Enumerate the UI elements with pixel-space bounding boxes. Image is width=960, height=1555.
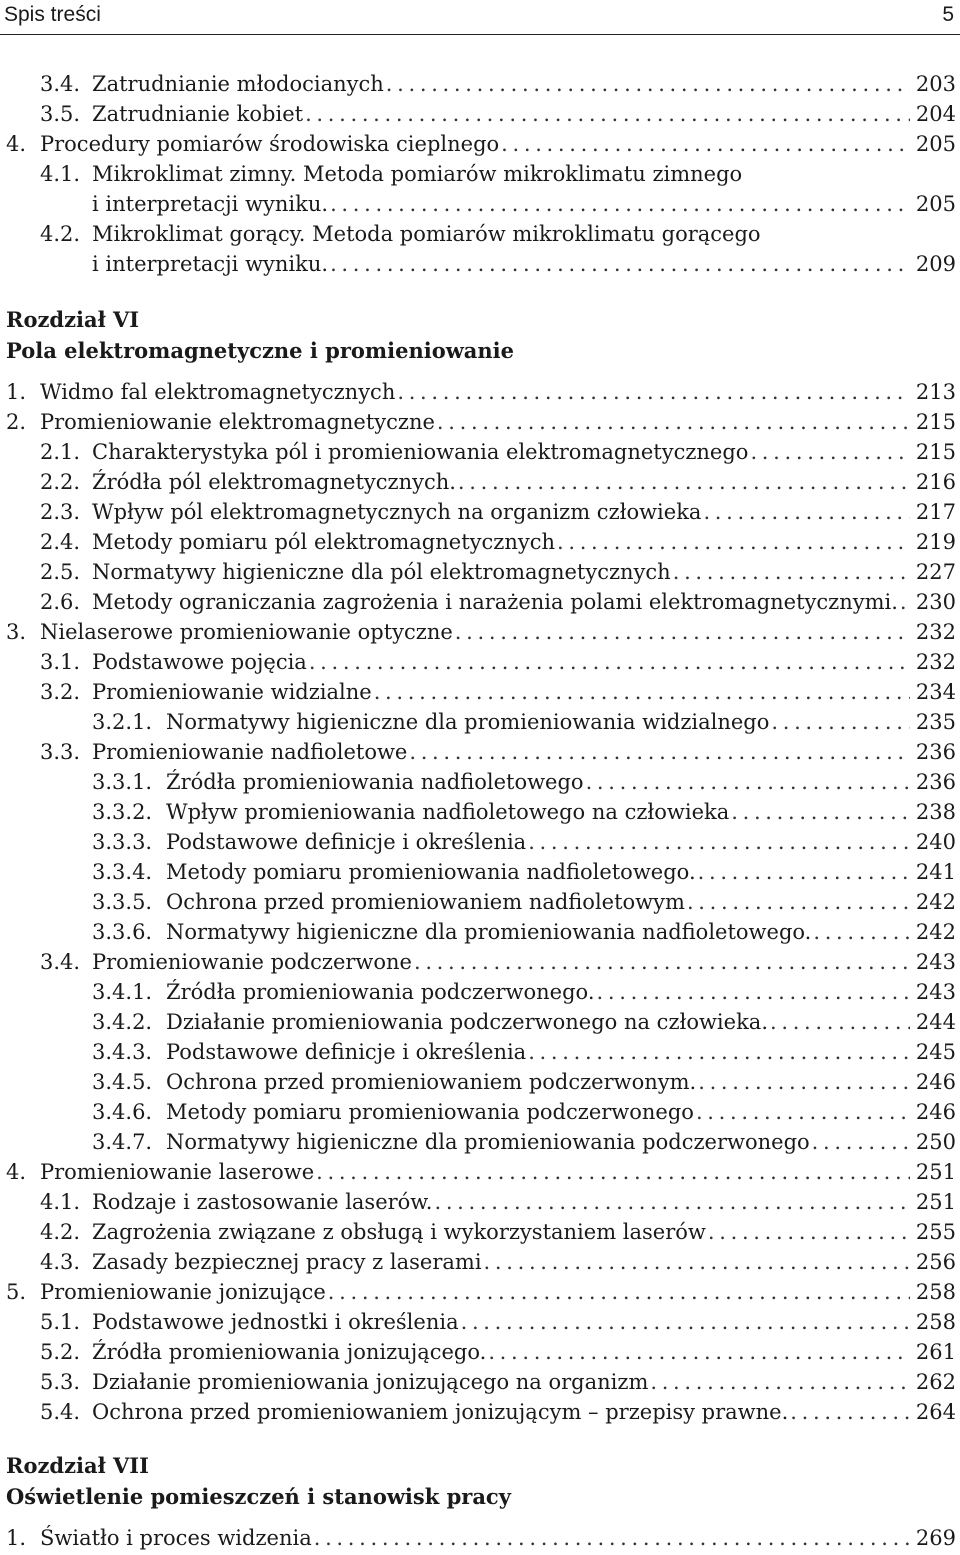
toc-entry[interactable] (92, 1008, 956, 1036)
toc-entry-title: Zatrudnianie młodocianych (92, 72, 384, 96)
toc-entry[interactable] (40, 1218, 956, 1246)
dot-leader (305, 100, 910, 128)
dot-leader (698, 858, 910, 886)
toc-entry-number: 3.3.1. (92, 770, 153, 794)
dot-leader (316, 1158, 910, 1186)
toc-entry-number: 3.4. (40, 950, 81, 974)
toc-entry[interactable] (40, 558, 956, 586)
dot-leader (790, 1398, 910, 1426)
toc-entry-title-continuation: i interpretacji wyniku. (92, 192, 329, 216)
dot-leader (597, 978, 910, 1006)
toc-entry[interactable] (40, 160, 956, 188)
toc-entry-title: Promieniowanie podczerwone (92, 950, 412, 974)
toc-entry[interactable] (92, 1098, 956, 1126)
dot-leader (461, 1308, 910, 1336)
toc-entry-title: Źródła pól elektromagnetycznych. (92, 470, 456, 494)
dot-leader (698, 1068, 910, 1096)
dot-leader (813, 918, 910, 946)
toc-entry[interactable] (92, 768, 956, 796)
toc-entry-number: 3.3.2. (92, 800, 153, 824)
toc-entry-page: 246 (915, 1070, 956, 1094)
toc-entry-page: 219 (915, 530, 956, 554)
dot-leader (528, 828, 910, 856)
chapter-7-label: Rozdział VII (6, 1453, 149, 1478)
toc-entry[interactable] (92, 798, 956, 826)
toc-entry-title: Normatywy higieniczne dla promieniowania nadfioletowego. (166, 920, 812, 944)
toc-entry-page: 236 (915, 740, 956, 764)
dot-leader (528, 1038, 910, 1066)
toc-entry-number: 3.4.2. (92, 1010, 153, 1034)
toc-entry-page: 236 (915, 770, 956, 794)
toc-entry[interactable] (92, 978, 956, 1006)
toc-entry-title: Ochrona przed promieniowaniem jonizującym – przepisy prawne. (92, 1400, 789, 1424)
toc-entry[interactable] (40, 468, 956, 496)
dot-leader (386, 70, 910, 98)
running-header (0, 0, 960, 35)
toc-entry-number: 3. (6, 620, 27, 644)
toc-entry-number: 4. (6, 132, 27, 156)
toc-entry-title: Metody ograniczania zagrożenia i narażenia polami elektromagnetycznymi. (92, 590, 898, 614)
toc-entry-page: 238 (915, 800, 956, 824)
toc-entry-title: Mikroklimat gorący. Metoda pomiarów mikroklimatu gorącego (92, 222, 761, 246)
toc-entry-number: 2.4. (40, 530, 81, 554)
toc-entry-number: 5.4. (40, 1400, 81, 1424)
toc-entry-number: 5.3. (40, 1370, 81, 1394)
toc-entry-number: 3.3.5. (92, 890, 153, 914)
toc-entry[interactable] (92, 1038, 956, 1066)
toc-entry-page: 243 (915, 980, 956, 1004)
toc-entry-title: Metody pomiaru promieniowania podczerwonego (166, 1100, 694, 1124)
toc-entry-number: 3.2.1. (92, 710, 153, 734)
toc-entry[interactable] (40, 438, 956, 466)
toc-entry[interactable] (92, 858, 956, 886)
toc-entry-title: Promieniowanie widzialne (92, 680, 372, 704)
toc-entry-title: Zasady bezpiecznej pracy z laserami (92, 1250, 482, 1274)
toc-entry-number: 1. (6, 1526, 27, 1550)
toc-entry-number: 3.2. (40, 680, 81, 704)
toc-entry[interactable] (92, 708, 956, 736)
toc-entry-title: Nielaserowe promieniowanie optyczne (40, 620, 453, 644)
toc-entry-page: 258 (915, 1310, 956, 1334)
toc-entry[interactable] (6, 378, 956, 406)
toc-entry-number: 2. (6, 410, 27, 434)
dot-leader (770, 1008, 910, 1036)
toc-entry-number: 4.3. (40, 1250, 81, 1274)
toc-entry[interactable] (40, 738, 956, 766)
toc-entry-page: 240 (915, 830, 956, 854)
toc-entry-title: Działanie promieniowania jonizującego na organizm (92, 1370, 649, 1394)
toc-entry[interactable] (6, 618, 956, 646)
dot-leader (484, 1248, 910, 1276)
dot-leader (434, 1188, 909, 1216)
toc-entry-title: Normatywy higieniczne dla pól elektromagnetycznych (92, 560, 671, 584)
toc-entry-page: 258 (915, 1280, 956, 1304)
toc-entry-number: 3.3.4. (92, 860, 153, 884)
toc-entry-page: 205 (915, 132, 956, 156)
toc-entry-title: Źródła promieniowania podczerwonego. (166, 980, 595, 1004)
toc-entry-title: Podstawowe jednostki i określenia (92, 1310, 459, 1334)
toc-entry-title: Wpływ pól elektromagnetycznych na organizm człowieka (92, 500, 702, 524)
toc-entry-title: Promieniowanie laserowe (40, 1160, 315, 1184)
toc-entry-page: 234 (915, 680, 956, 704)
toc-entry-page: 246 (915, 1100, 956, 1124)
toc-entry-number: 4. (6, 1160, 27, 1184)
toc-entry-title: Światło i proces widzenia (40, 1526, 312, 1550)
toc-entry-page: 243 (915, 950, 956, 974)
toc-entry-page: 261 (915, 1340, 956, 1364)
toc-entry[interactable] (40, 100, 956, 128)
toc-entry-page: 215 (915, 410, 956, 434)
toc-entry-page: 264 (915, 1400, 956, 1424)
toc-entry[interactable] (40, 220, 956, 248)
toc-entry-number: 3.5. (40, 102, 81, 126)
toc-entry[interactable] (6, 1524, 956, 1552)
toc-entry[interactable] (40, 1248, 956, 1276)
toc-entry[interactable] (92, 250, 956, 278)
toc-entry-number: 3.4.6. (92, 1100, 153, 1124)
toc-entry[interactable] (92, 190, 956, 218)
dot-leader (330, 250, 910, 278)
toc-entry-number: 4.1. (40, 162, 81, 186)
toc-entry-title: Normatywy higieniczne dla promieniowania widzialnego (166, 710, 770, 734)
toc-entry-title: Charakterystyka pól i promieniowania elektromagnetycznego (92, 440, 749, 464)
dot-leader (586, 768, 910, 796)
toc-entry-page: 241 (915, 860, 956, 884)
dot-leader (687, 888, 910, 916)
toc-entry-page: 205 (915, 192, 956, 216)
toc-entry[interactable] (6, 1278, 956, 1306)
toc-entry[interactable] (92, 828, 956, 856)
dot-leader (708, 1218, 910, 1246)
toc-entry-title: Źródła promieniowania nadfioletowego (166, 770, 584, 794)
toc-entry-title: Promieniowanie jonizujące (40, 1280, 326, 1304)
toc-entry-number: 3.4. (40, 72, 81, 96)
toc-entry-page: 232 (915, 620, 956, 644)
dot-leader (314, 1524, 910, 1552)
toc-entry-title: Zatrudnianie kobiet (92, 102, 304, 126)
dot-leader (696, 1098, 910, 1126)
toc-entry-page: 209 (915, 252, 956, 276)
dot-leader (409, 738, 910, 766)
toc-entry-number: 2.2. (40, 470, 81, 494)
toc-entry-number: 3.1. (40, 650, 81, 674)
toc-entry-page: 204 (915, 102, 956, 126)
toc-entry-page: 203 (915, 72, 956, 96)
header-page-number: 5 (942, 3, 954, 26)
toc-entry-page: 242 (915, 920, 956, 944)
toc-entry-title: Procedury pomiarów środowiska cieplnego (40, 132, 500, 156)
toc-entry-number: 4.2. (40, 1220, 81, 1244)
toc-entry-number: 5. (6, 1280, 27, 1304)
toc-entry-page: 216 (915, 470, 956, 494)
toc-entry[interactable] (92, 888, 956, 916)
toc-entry-number: 3.4.7. (92, 1130, 153, 1154)
toc-entry-title: Rodzaje i zastosowanie laserów. (92, 1190, 433, 1214)
toc-entry-number: 2.5. (40, 560, 81, 584)
dot-leader (455, 618, 910, 646)
toc-entry[interactable] (40, 948, 956, 976)
toc-entry-title: Metody pomiaru pól elektromagnetycznych (92, 530, 555, 554)
toc-entry-title: Widmo fal elektromagnetycznych (40, 380, 396, 404)
toc-entry[interactable] (40, 678, 956, 706)
toc-entry-title: Ochrona przed promieniowaniem podczerwonym. (166, 1070, 697, 1094)
toc-entry[interactable] (6, 1158, 956, 1186)
dot-leader (397, 378, 910, 406)
toc-entry-title: Podstawowe pojęcia (92, 650, 307, 674)
chapter-6-title: Pola elektromagnetyczne i promieniowanie (6, 338, 514, 363)
dot-leader (414, 948, 910, 976)
toc-entry-number: 5.1. (40, 1310, 81, 1334)
toc-entry[interactable] (92, 918, 956, 946)
toc-entry-page: 251 (915, 1160, 956, 1184)
toc-entry-page: 213 (915, 380, 956, 404)
toc-entry[interactable] (40, 1188, 956, 1216)
dot-leader (900, 588, 910, 616)
toc-entry-number: 3.4.3. (92, 1040, 153, 1064)
chapter-6-label: Rozdział VI (6, 307, 140, 332)
header-section-title: Spis treści (4, 3, 101, 26)
toc-entry-title: Mikroklimat zimny. Metoda pomiarów mikroklimatu zimnego (92, 162, 743, 186)
toc-entry-title: Metody pomiaru promieniowania nadfioletowego. (166, 860, 696, 884)
toc-entry-number: 2.6. (40, 590, 81, 614)
toc-entry-title: Źródła promieniowania jonizującego. (92, 1340, 487, 1364)
toc-entry[interactable] (40, 528, 956, 556)
toc-entry[interactable] (6, 408, 956, 436)
dot-leader (731, 798, 910, 826)
toc-entry-title: Promieniowanie elektromagnetyczne (40, 410, 435, 434)
toc-entry-page: 215 (915, 440, 956, 464)
toc-entry-page: 250 (915, 1130, 956, 1154)
toc-entry[interactable] (40, 1398, 956, 1426)
toc-entry-title: Działanie promieniowania podczerwonego na człowieka. (166, 1010, 768, 1034)
toc-entry-page: 262 (915, 1370, 956, 1394)
dot-leader (771, 708, 910, 736)
dot-leader (328, 1278, 910, 1306)
toc-entry-page: 244 (915, 1010, 956, 1034)
toc-entry-number: 1. (6, 380, 27, 404)
toc-entry[interactable] (92, 1128, 956, 1156)
chapter-7-title: Oświetlenie pomieszczeń i stanowisk pracy (6, 1484, 511, 1509)
toc-entry-page: 232 (915, 650, 956, 674)
toc-entry-title: Promieniowanie nadfioletowe (92, 740, 408, 764)
toc-entry-page: 217 (915, 500, 956, 524)
toc-entry[interactable] (40, 70, 956, 98)
toc-entry-page: 251 (915, 1190, 956, 1214)
toc-entry[interactable] (40, 1338, 956, 1366)
dot-leader (650, 1368, 910, 1396)
dot-leader (488, 1338, 910, 1366)
toc-entry-title: Zagrożenia związane z obsługą i wykorzystaniem laserów (92, 1220, 706, 1244)
toc-entry-page: 242 (915, 890, 956, 914)
toc-entry[interactable] (40, 498, 956, 526)
toc-entry-title: Ochrona przed promieniowaniem nadfioletowym (166, 890, 685, 914)
dot-leader (374, 678, 910, 706)
dot-leader (330, 190, 910, 218)
toc-entry-number: 3.3.3. (92, 830, 153, 854)
toc-entry-page: 230 (915, 590, 956, 614)
toc-entry-number: 4.2. (40, 222, 81, 246)
toc-entry-page: 245 (915, 1040, 956, 1064)
toc-entry-title: Normatywy higieniczne dla promieniowania podczerwonego (166, 1130, 810, 1154)
toc-entry-page: 227 (915, 560, 956, 584)
toc-entry-number: 3.3. (40, 740, 81, 764)
toc-entry-title: Wpływ promieniowania nadfioletowego na człowieka (166, 800, 730, 824)
toc-entry-page: 235 (915, 710, 956, 734)
toc-entry-number: 3.4.1. (92, 980, 153, 1004)
dot-leader (557, 528, 910, 556)
toc-entry-number: 3.3.6. (92, 920, 153, 944)
toc-entry-title-continuation: i interpretacji wyniku. (92, 252, 329, 276)
toc-entry-page: 269 (915, 1526, 956, 1550)
toc-entry[interactable] (40, 1308, 956, 1336)
toc-entry-title: Podstawowe definicje i określenia (166, 830, 527, 854)
dot-leader (750, 438, 909, 466)
dot-leader (673, 558, 910, 586)
toc-entry[interactable] (92, 1068, 956, 1096)
toc-entry-number: 2.3. (40, 500, 81, 524)
dot-leader (458, 468, 910, 496)
toc-entry-page: 256 (915, 1250, 956, 1274)
dot-leader (501, 130, 910, 158)
dot-leader (437, 408, 910, 436)
toc-entry-number: 4.1. (40, 1190, 81, 1214)
dot-leader (812, 1128, 910, 1156)
dot-leader (309, 648, 910, 676)
toc-entry-number: 2.1. (40, 440, 81, 464)
toc-entry[interactable] (40, 588, 956, 616)
dot-leader (703, 498, 909, 526)
toc-entry[interactable] (6, 130, 956, 158)
toc-entry-number: 3.4.5. (92, 1070, 153, 1094)
toc-entry-title: Podstawowe definicje i określenia (166, 1040, 527, 1064)
toc-entry[interactable] (40, 1368, 956, 1396)
toc-entry-page: 255 (915, 1220, 956, 1244)
toc-entry[interactable] (40, 648, 956, 676)
toc-entry-number: 5.2. (40, 1340, 81, 1364)
